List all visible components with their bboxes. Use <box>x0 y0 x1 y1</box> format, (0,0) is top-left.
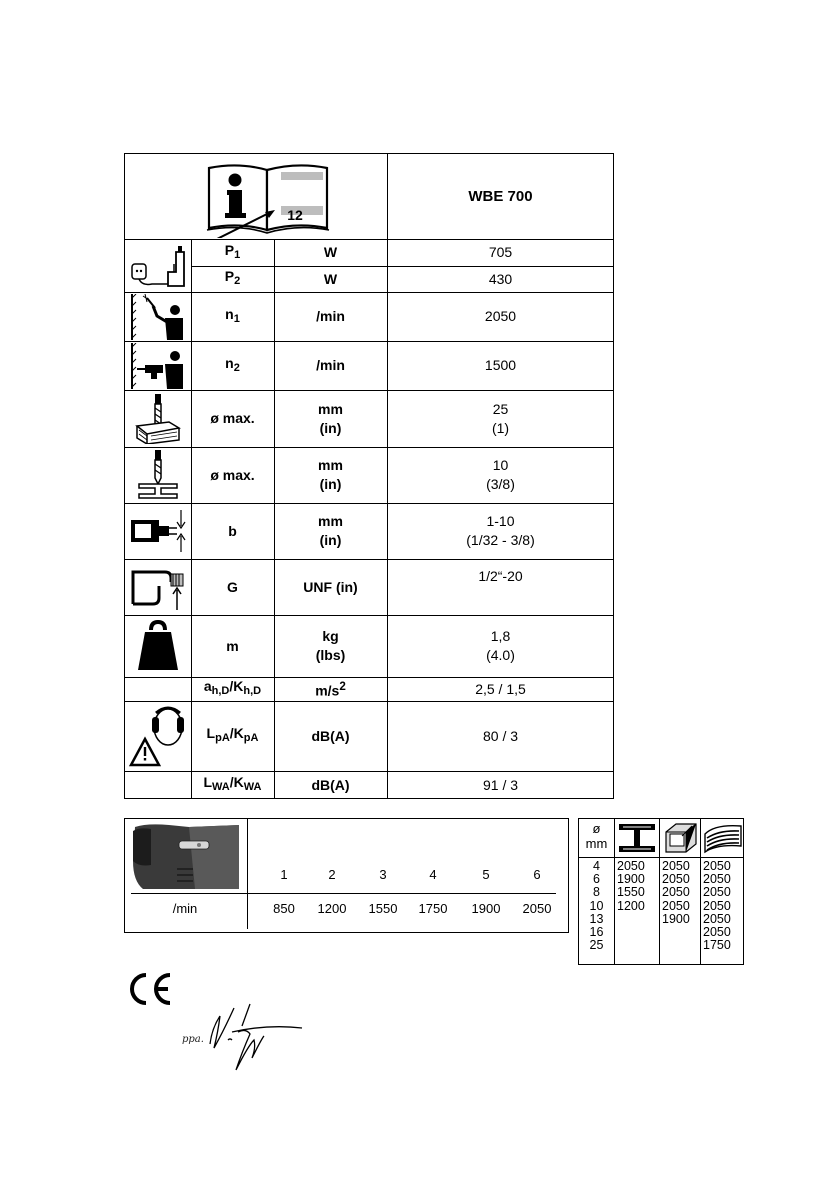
speed-position-6: 6 <box>533 867 541 882</box>
symbol-vibration: $a_{h,D}/K_{h,D}$ <box>203 678 262 697</box>
drill-wood-speeds <box>703 860 731 952</box>
symbol-diameter-wood: ø max. <box>210 410 255 426</box>
signature <box>198 1002 308 1072</box>
manual-page-number: 12 <box>287 206 303 223</box>
steel-speed: 2050 <box>617 859 645 873</box>
value-p1: 705 <box>488 244 513 260</box>
wood-speed: 2050 <box>703 885 731 900</box>
wood-speed: 2050 <box>703 898 731 913</box>
drill-diameters <box>579 860 614 952</box>
speed-value-1: 850 <box>273 901 295 916</box>
value-n2: 1500 <box>484 357 517 373</box>
unit-p1: W <box>323 244 338 260</box>
symbol-thread: G <box>227 578 238 595</box>
wood-speed: 2050 <box>703 859 731 873</box>
unit-sound-pressure: dB(A) <box>311 727 350 744</box>
value-sound-power: 91 / 3 <box>482 776 519 793</box>
unit-p2: W <box>323 270 338 287</box>
speed-position-2: 2 <box>328 867 336 882</box>
spindle-thread-icon <box>129 564 189 610</box>
symbol-n1: $n_1$ <box>225 305 240 325</box>
drill-steel-icon <box>137 450 179 500</box>
tube-speed: 2050 <box>662 885 690 900</box>
signature-prefix: ppa. <box>182 1034 204 1045</box>
unit-chuck-span: mm (in) <box>318 513 343 548</box>
drill-wood-icon <box>135 394 181 444</box>
tube-speed: 2050 <box>662 872 690 887</box>
value-sound-pressure: 80 / 3 <box>482 727 519 744</box>
wood-speed: 2050 <box>703 925 731 940</box>
speed-position-4: 4 <box>429 867 437 882</box>
value-chuck-span: 1-10 (1/32 - 3/8) <box>466 513 535 548</box>
speed-value-5: 1900 <box>471 901 501 916</box>
steel-speed: 1550 <box>617 885 645 900</box>
unit-diameter-wood: mm (in) <box>318 400 343 436</box>
unit-thread: UNF (in) <box>303 578 358 595</box>
speed-position-1: 1 <box>280 867 288 882</box>
symbol-weight: m <box>226 637 239 654</box>
unit-sound-power: dB(A) <box>311 776 350 793</box>
speed-value-2: 1200 <box>317 901 347 916</box>
tube-speed: 2050 <box>662 898 690 913</box>
value-weight: 1,8 (4.0) <box>486 628 515 663</box>
speed-value-3: 1550 <box>368 901 398 916</box>
unit-n1: /min <box>316 308 345 324</box>
symbol-p2: $P_2$ <box>224 268 241 287</box>
speed-position-5: 5 <box>482 867 490 882</box>
weight-icon-label: kg <box>275 798 291 814</box>
tube-speed: 2050 <box>662 859 690 873</box>
speed-position-3: 3 <box>379 867 387 882</box>
drill-speed-table <box>578 818 744 965</box>
unit-vibration: $m/s^2$ <box>315 680 346 699</box>
speed-value-6: 2050 <box>522 901 552 916</box>
unit-n2: /min <box>316 357 345 373</box>
speed-value-4: 1750 <box>418 901 448 916</box>
diameter-value: 25 <box>589 938 604 953</box>
value-diameter-wood: 25 (1) <box>491 400 510 436</box>
value-p2: 430 <box>488 270 513 287</box>
ear-protection-warning-icon <box>128 705 190 767</box>
chuck-span-icon <box>129 508 189 554</box>
speed-dial-photo-icon <box>129 821 241 889</box>
diameter-value: 10 <box>589 898 604 913</box>
diameter-value: 16 <box>589 925 604 940</box>
symbol-n2: $n_2$ <box>225 354 240 374</box>
steel-beam-icon <box>617 822 657 854</box>
drill-header-unit: mm <box>585 836 608 851</box>
tube-speed: 1900 <box>662 911 690 926</box>
value-diameter-steel: 10 (3/8) <box>486 457 515 492</box>
value-vibration: 2,5 / 1,5 <box>475 680 526 697</box>
diameter-value: 8 <box>593 885 600 900</box>
wood-speed: 2050 <box>703 911 731 926</box>
wood-stack-icon <box>703 822 743 854</box>
value-n1: 2050 <box>484 308 517 324</box>
diameter-value: 4 <box>593 859 600 873</box>
unit-weight: kg (lbs) <box>315 628 346 663</box>
symbol-chuck-span: b <box>228 522 237 539</box>
unit-diameter-steel: mm (in) <box>318 457 343 492</box>
spec-table <box>124 153 614 814</box>
worker-drilling-icon <box>129 343 187 389</box>
ce-mark <box>126 972 174 1006</box>
value-thread: 1/2“-20 <box>478 567 523 584</box>
diameter-value: 6 <box>593 872 600 887</box>
weight-icon <box>137 620 179 672</box>
wood-speed: 2050 <box>703 872 731 887</box>
drill-tube-speeds <box>662 860 690 926</box>
manual-info-icon <box>205 160 335 238</box>
steel-speed: 1200 <box>617 898 645 913</box>
steel-speed: 1900 <box>617 872 645 887</box>
drill-steel-speeds <box>617 860 645 913</box>
symbol-sound-pressure: $L_{pA}/K_{pA}$ <box>206 725 259 744</box>
model-name: WBE 700 <box>468 187 533 205</box>
power-plug-icon <box>130 244 188 288</box>
drill-header-diameter: ø <box>592 821 601 836</box>
symbol-diameter-steel: ø max. <box>210 466 255 483</box>
speed-unit: /min <box>172 901 198 916</box>
diameter-value: 13 <box>589 911 604 926</box>
wood-speed: 1750 <box>703 938 731 953</box>
symbol-p1: $P_1$ <box>224 241 241 261</box>
worker-welding-icon <box>129 294 187 340</box>
speed-selector-table <box>124 818 569 933</box>
symbol-sound-power: $L_{WA}/K_{WA}$ <box>203 774 262 793</box>
steel-tube-icon <box>662 822 698 854</box>
